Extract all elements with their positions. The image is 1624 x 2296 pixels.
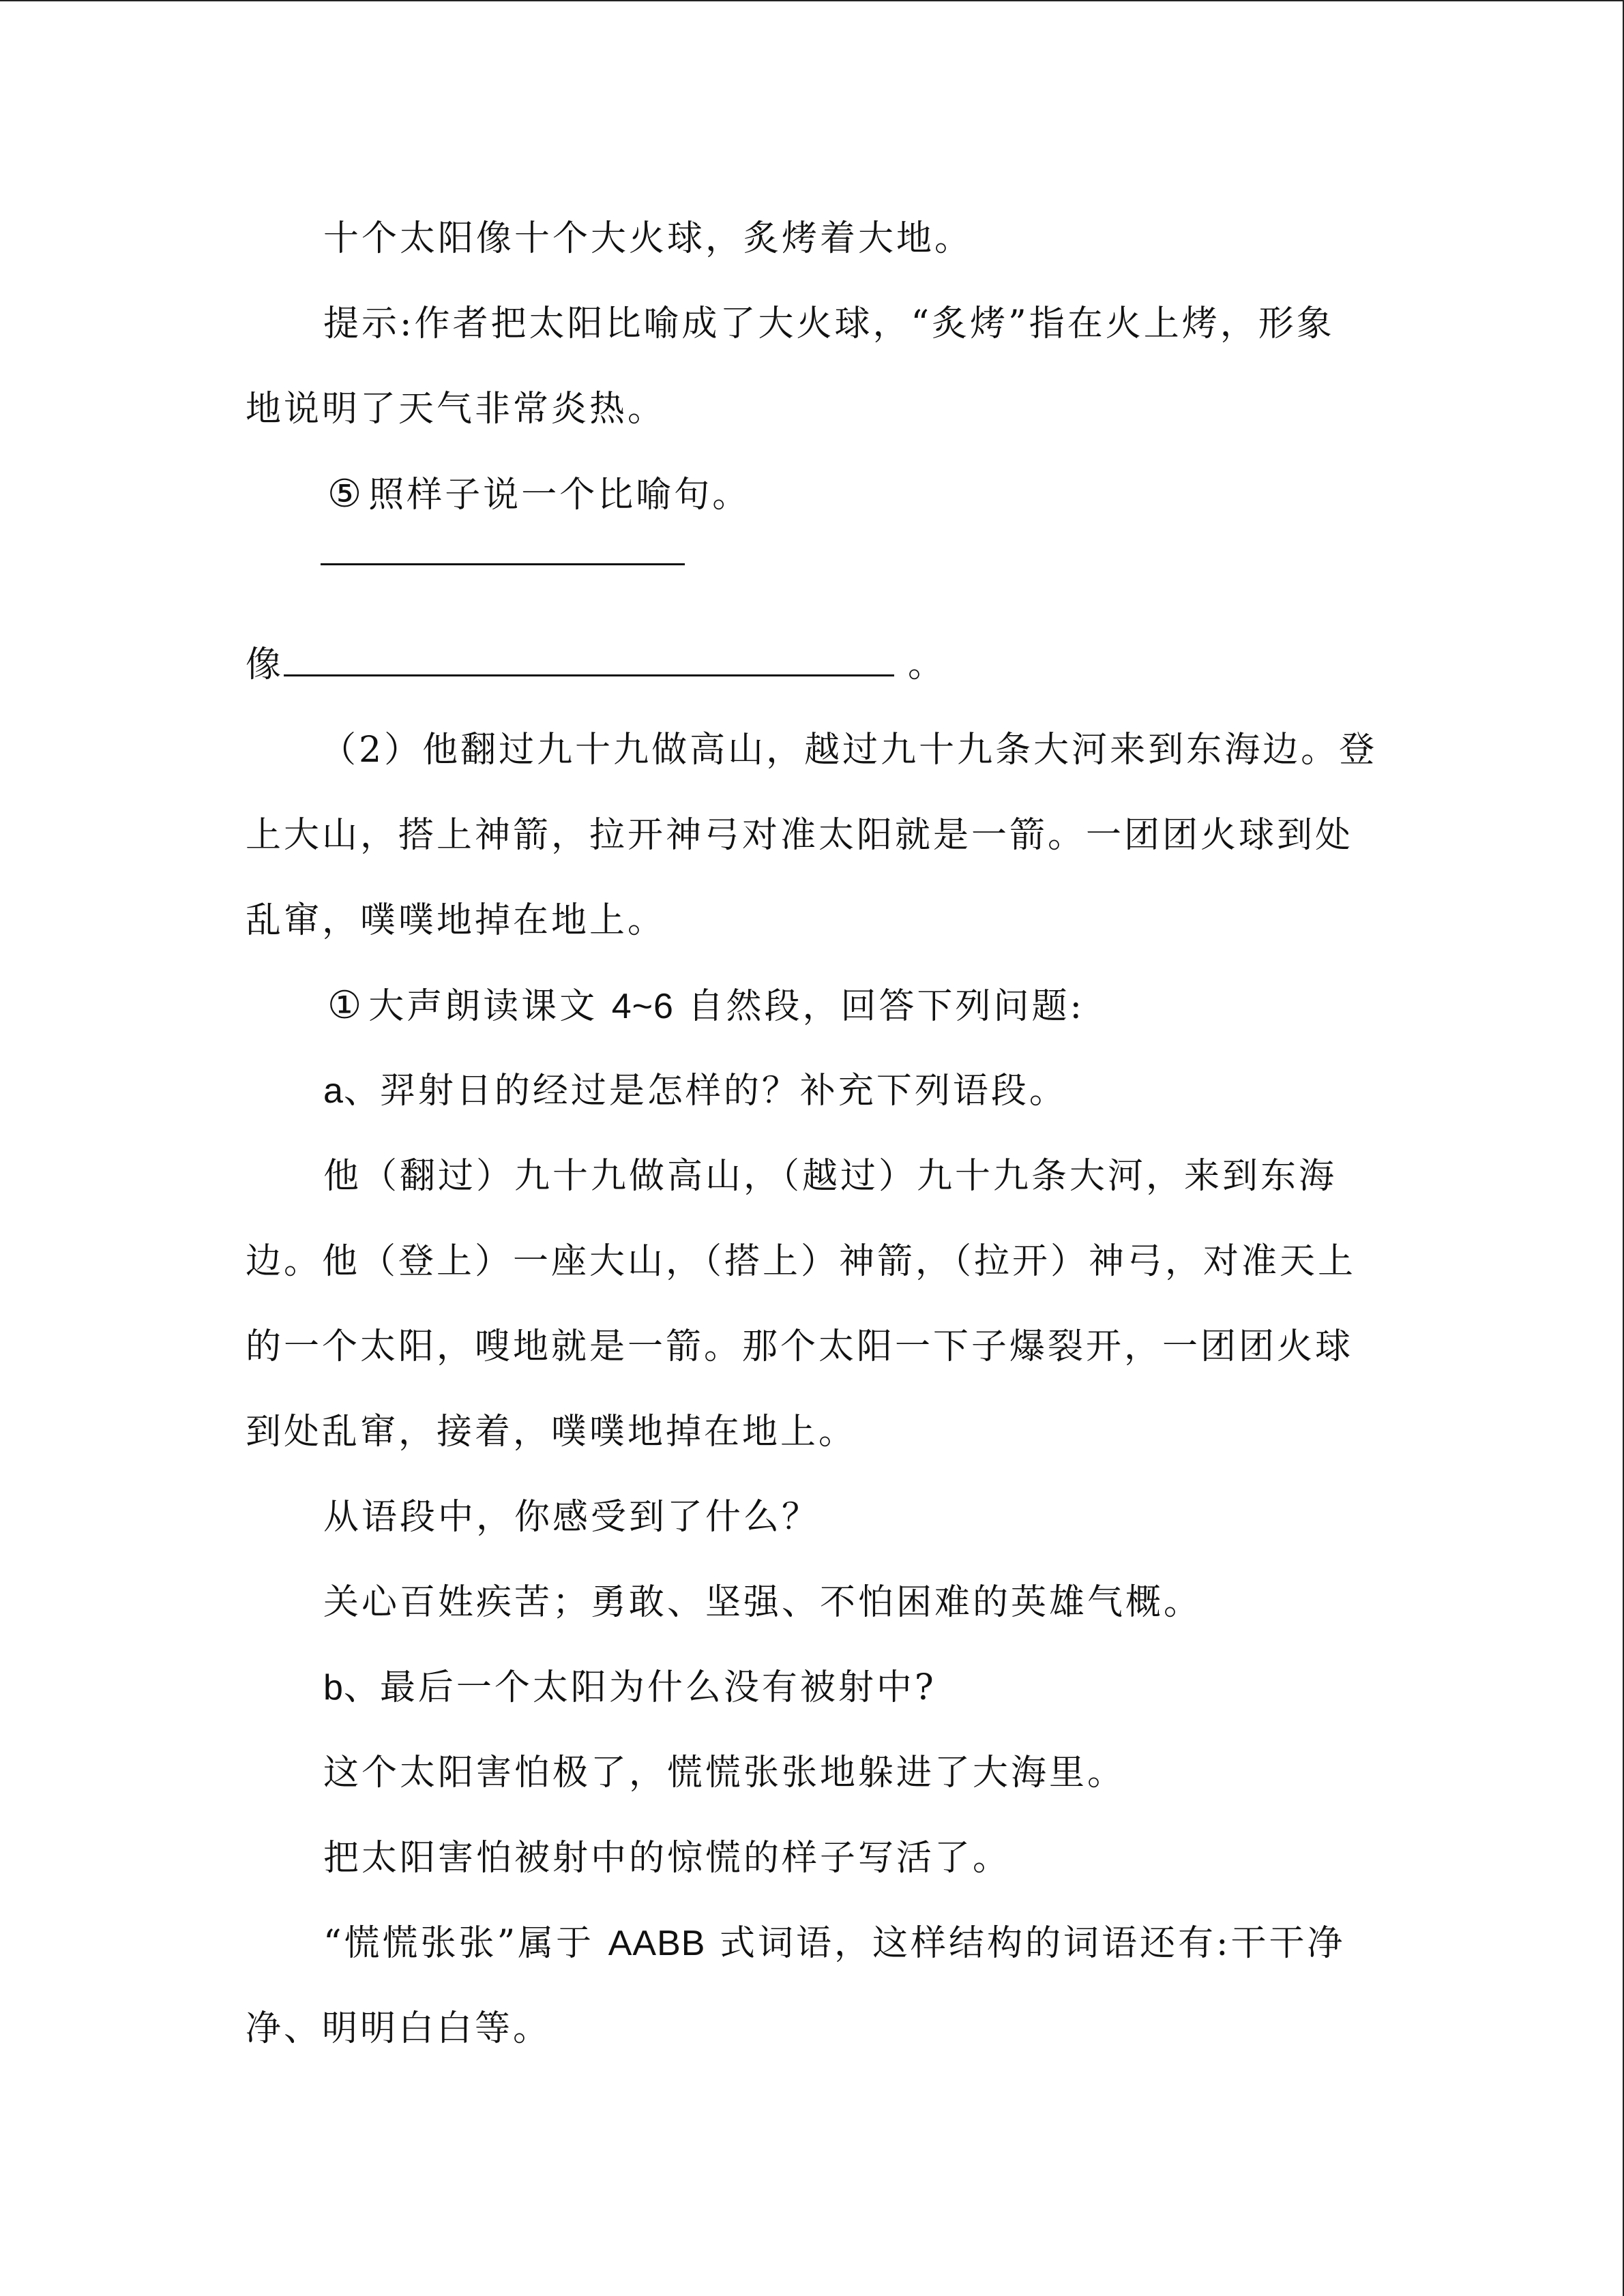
- question-b-text: 最后一个太阳为什么没有被射中?: [379, 1667, 936, 1708]
- paragraph-range: 4~6: [611, 987, 674, 1026]
- like-word: 像: [246, 644, 284, 685]
- hint-line-2: 地说明了天气非常炎热。: [246, 389, 666, 430]
- circled-number-one: ①: [327, 983, 365, 1028]
- answer-blank-2[interactable]: [284, 644, 894, 676]
- feeling-question: 从语段中，你感受到了什么？: [323, 1497, 821, 1538]
- answer-a-line-4: 到处乱窜，接着，噗噗地掉在地上。: [246, 1412, 857, 1452]
- aabb-label: AABB: [608, 1924, 706, 1963]
- example-sentence: 十个太阳像十个大火球，炙烤着大地。: [323, 218, 973, 259]
- hint-line-1: 提示:作者把太阳比喻成了大火球，“炙烤”指在火上烤，形象: [323, 303, 1335, 344]
- question-b-label: b、: [323, 1668, 380, 1708]
- answer-a-line-1: 他（翻过）九十九做高山，（越过）九十九条大河，来到东海: [323, 1156, 1338, 1197]
- passage-2-line-2: 上大山，搭上神箭，拉开神弓对准太阳就是一箭。一团团火球到处: [246, 815, 1354, 856]
- answer-b-note: 把太阳害怕被射中的惊慌的样子写活了。: [323, 1838, 1012, 1879]
- answer-blank-1[interactable]: [321, 563, 685, 565]
- circled-number-five: ⑤: [327, 472, 365, 516]
- exercise-5: [327, 473, 750, 517]
- answer-a-line-3: 的一个太阳，嗖地就是一箭。那个太阳一下子爆裂开，一团团火球: [246, 1326, 1354, 1367]
- period-mark: 。: [908, 644, 947, 685]
- question-a-label: a、: [323, 1071, 380, 1111]
- exercise-1-text-b: 自然段，回答下列问题:: [688, 986, 1085, 1027]
- answer-b: 这个太阳害怕极了，慌慌张张地躲进了大海里。: [323, 1753, 1126, 1793]
- passage-2-line-1: （2）他翻过九十九做高山，越过九十九条大河来到东海边。登: [321, 730, 1378, 771]
- feeling-answer: 关心百姓疾苦；勇敢、坚强、不怕困难的英雄气概。: [323, 1582, 1202, 1623]
- question-a-text: 羿射日的经过是怎样的？补充下列语段。: [379, 1071, 1067, 1112]
- exercise-1: [327, 984, 1084, 1028]
- word-pattern-line-1: [323, 1922, 1346, 1965]
- exercise-5-text: 照样子说一个比喻句。: [368, 475, 751, 516]
- word-pattern-text-b: 式词语，这样结构的词语还有:干干净: [719, 1923, 1346, 1964]
- answer-a-line-2: 边。他（登上）一座大山，（搭上）神箭，（拉开）神弓，对准天上: [246, 1241, 1357, 1282]
- answer-line-2: [246, 643, 946, 687]
- passage-2-line-3: 乱窜，噗噗地掉在地上。: [246, 900, 666, 941]
- exercise-1-text-a: 大声朗读课文: [368, 986, 598, 1027]
- question-b: [323, 1666, 936, 1710]
- question-a: [323, 1069, 1067, 1113]
- word-pattern-text-a: “慌慌张张”属于: [323, 1923, 595, 1964]
- word-pattern-line-2: 净、明明白白等。: [246, 2008, 552, 2049]
